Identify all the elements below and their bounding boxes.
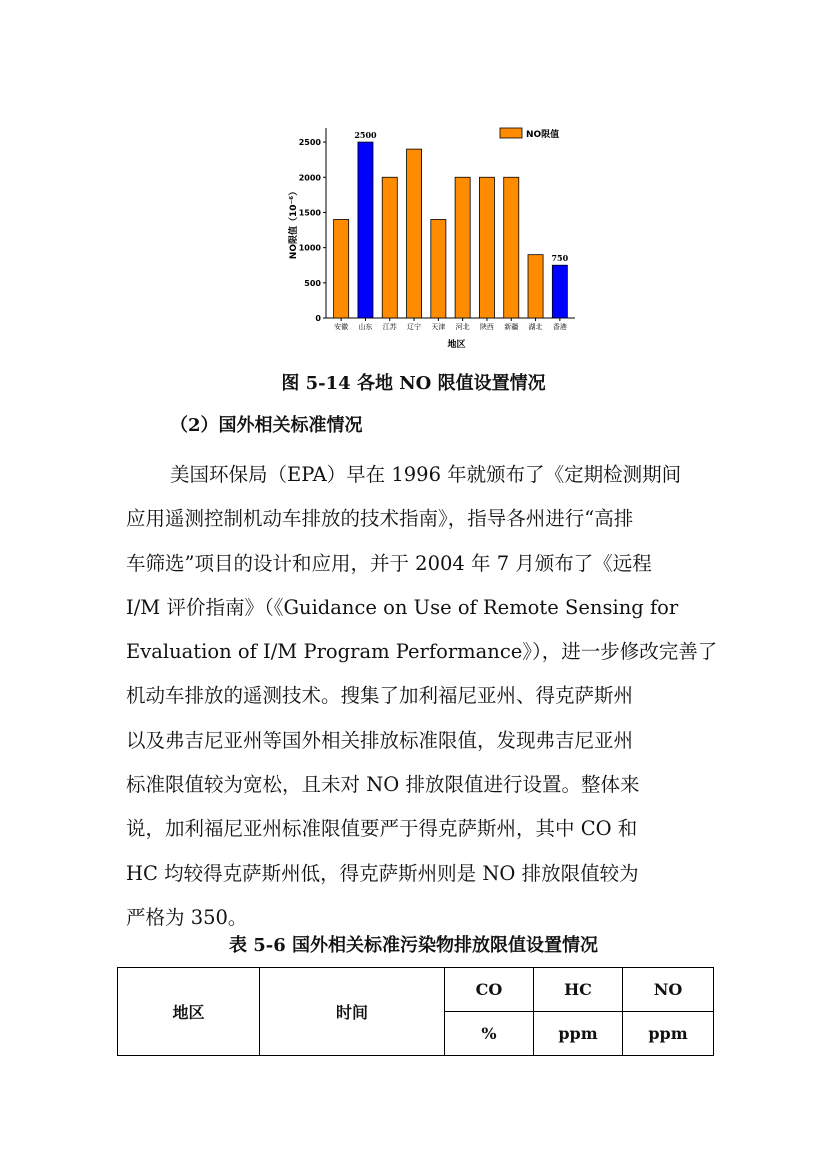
section-heading: （2）国外相关标准情况 (170, 415, 363, 436)
table-caption: 表 5-6 国外相关标准污染物排放限值设置情况 (228, 935, 599, 956)
paragraph-line: I/M 评价指南》（《Guidance on Use of Remote Sensing for (126, 595, 679, 619)
x-tick-label: 山东 (358, 323, 373, 331)
paragraph-line: 说，加利福尼亚州标准限值要严于得克萨斯州，其中 CO 和 (126, 817, 638, 841)
x-tick-label: 河北 (455, 323, 470, 331)
header-co: CO (445, 968, 534, 1012)
paragraph-line: 应用遥测控制机动车排放的技术指南》，指导各州进行“高排 (126, 507, 634, 531)
bar (528, 255, 543, 318)
y-tick-label: 2000 (298, 173, 321, 183)
paragraph-line: HC 均较得克萨斯州低，得克萨斯州则是 NO 排放限值较为 (126, 861, 639, 885)
x-tick-label: 江苏 (382, 323, 397, 331)
chart-bars (334, 142, 568, 318)
header-no: NO (623, 968, 714, 1012)
paragraph-line: 美国环保局（EPA）早在 1996 年就颁布了《定期检测期间 (170, 463, 682, 486)
y-tick-label: 1500 (298, 208, 321, 218)
bar (382, 177, 397, 318)
paragraph-line: 标准限值较为宽松，且未对 NO 排放限值进行设置。整体来 (126, 773, 640, 797)
unit-hc: ppm (534, 1012, 623, 1056)
bar (358, 142, 373, 318)
legend-label: NO限值 (526, 130, 560, 140)
header-hc: HC (534, 968, 623, 1012)
figure-no-limits (285, 118, 585, 358)
x-tick-label: 辽宁 (407, 323, 422, 331)
paragraph-line: 以及弗吉尼亚州等国外相关排放标准限值，发现弗吉尼亚州 (126, 728, 634, 752)
data-label: 750 (551, 253, 569, 264)
header-time: 时间 (260, 968, 445, 1056)
body-paragraph (126, 453, 718, 940)
limits-table (117, 967, 714, 1056)
x-tick-label: 天津 (431, 323, 446, 331)
x-axis-title: 地区 (447, 340, 466, 350)
header-region: 地区 (118, 968, 260, 1056)
legend-swatch (500, 128, 522, 138)
bar (407, 149, 422, 318)
y-tick-label: 0 (315, 314, 321, 323)
paragraph-line: 严格为 350。 (126, 905, 248, 929)
paragraph-line: 车筛选”项目的设计和应用，并于 2004 年 7 月颁布了《远程 (126, 551, 652, 575)
x-tick-label: 湖北 (528, 323, 543, 331)
bar (552, 265, 567, 318)
y-tick-label: 2500 (298, 138, 321, 148)
y-tick-label: 500 (304, 278, 321, 288)
bar (455, 177, 470, 318)
table-header-row (118, 968, 714, 1012)
unit-co: % (445, 1012, 534, 1056)
data-label: 2500 (354, 130, 377, 141)
bar-chart (285, 118, 585, 358)
y-tick-label: 1000 (298, 243, 321, 253)
x-tick-label: 陕西 (479, 323, 494, 331)
unit-no: ppm (623, 1012, 714, 1056)
x-tick-label: 安徽 (334, 323, 349, 331)
paragraph-line: Evaluation of I/M Program Performance》），进一步修改完善了 (126, 640, 718, 664)
y-axis-title: NO限值（10⁻⁶） (289, 186, 299, 260)
figure-caption: 图 5-14 各地 NO 限值设置情况 (281, 373, 546, 394)
bar (431, 219, 446, 318)
x-tick-label: 香港 (552, 323, 567, 331)
bar (479, 177, 494, 318)
bar (504, 177, 519, 318)
x-tick-label: 新疆 (504, 323, 519, 331)
bar (334, 219, 349, 318)
paragraph-line: 机动车排放的遥测技术。搜集了加利福尼亚州、得克萨斯州 (126, 684, 634, 708)
